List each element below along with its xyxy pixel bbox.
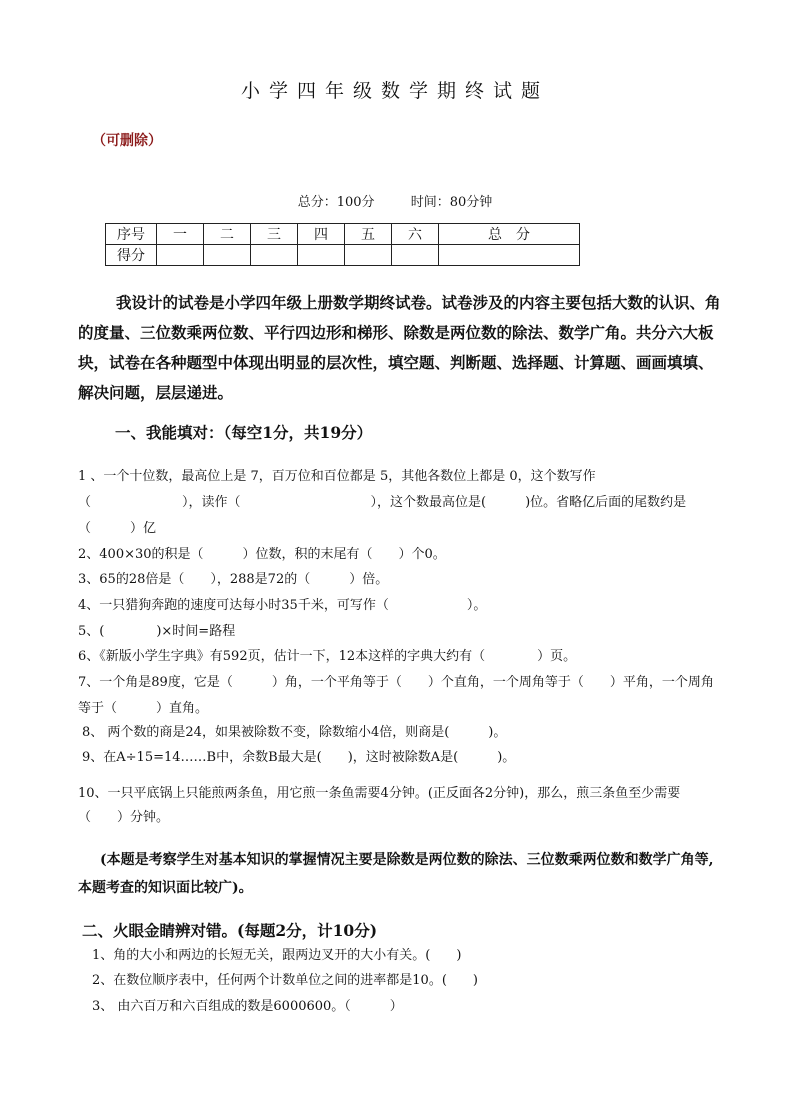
question-item: 4、一只猎狗奔跑的速度可达每小时35千米，可写作（ ）。 <box>78 598 487 613</box>
question-item: 3、65的28倍是（ ），288是72的（ ）倍。 <box>78 572 389 587</box>
score-table-score-row <box>106 245 580 266</box>
exam-meta <box>0 191 790 210</box>
score-header-cell: 二 <box>204 224 251 245</box>
score-cell[interactable] <box>345 245 392 266</box>
score-header-cell: 四 <box>298 224 345 245</box>
intro-paragraph: 我设计的试卷是小学四年级上册数学期终试卷。试卷涉及的内容主要包括大数的认识、角的度量、三位数乘两位数、平行四边形和梯形、除数是两位数的除法、数学广角。共分六大板块，试卷在各种题型中体现出明显的层次性，填空题、判断题、选择题、计算题、画画填填、解决问题，层层递进。 <box>78 293 721 402</box>
score-header-cell: 序号 <box>106 224 157 245</box>
question-item: 2、400×30的积是（ ）位数，积的末尾有（ ）个0。 <box>78 547 446 562</box>
section1-heading: 一、我能填对：（每空1分，共19分） <box>115 423 373 442</box>
question-item: 3、 由六百万和六百组成的数是6000600。（ ） <box>92 999 403 1014</box>
question-item: 10、一只平底锅上只能煎两条鱼，用它煎一条鱼需要4分钟。(正反面各2分钟)，那么，煎三条鱼至少需要（ ）分钟。 <box>78 786 681 825</box>
score-header-cell: 三 <box>251 224 298 245</box>
deletable-note: （可删除） <box>92 133 162 149</box>
score-cell[interactable] <box>392 245 439 266</box>
score-cell[interactable] <box>204 245 251 266</box>
question-item: 7、一个角是89度，它是（ ）角，一个平角等于（ ）个直角，一个周角等于（ ）平角，一个周角等于（ ）直角。 <box>78 675 714 716</box>
score-header-cell: 总 分 <box>439 224 580 245</box>
question-item: 1、角的大小和两边的长短无关，跟两边叉开的大小有关。( ) <box>92 948 462 963</box>
score-table-header-row <box>106 224 580 245</box>
score-cell[interactable] <box>251 245 298 266</box>
score-table <box>105 223 580 266</box>
question-item: 2、在数位顺序表中，任何两个计数单位之间的进率都是10。( ) <box>92 973 478 988</box>
score-cell[interactable] <box>298 245 345 266</box>
section2-heading: 二、火眼金睛辨对错。(每题2分，计10分) <box>82 921 378 940</box>
question-item: 6、《新版小学生字典》有592页，估计一下，12本这样的字典大约有（ ）页。 <box>78 649 577 664</box>
exam-time: 时间：80分钟 <box>410 195 493 210</box>
question-item: 8、 两个数的商是24，如果被除数不变，除数缩小4倍，则商是( )。 <box>82 725 507 740</box>
total-score: 总分：100分 <box>297 195 375 210</box>
score-cell[interactable] <box>439 245 580 266</box>
question-item: 5、( )×时间=路程 <box>78 624 236 639</box>
page-title: 小学四年级数学期终试题 <box>240 80 549 102</box>
score-header-cell: 五 <box>345 224 392 245</box>
score-header-cell: 一 <box>157 224 204 245</box>
score-cell[interactable] <box>157 245 204 266</box>
score-header-cell: 六 <box>392 224 439 245</box>
question-item: 1 、一个十位数，最高位上是 7，百万位和百位都是 5，其他各数位上都是 0，这个数写作（ ），读作（ ），这个数最高位是( )位。省略亿后面的尾数约是（ ）亿 <box>78 469 687 536</box>
score-row-label: 得分 <box>106 245 157 266</box>
question-item: 9、在A÷15=14……B中，余数B最大是( )，这时被除数A是( )。 <box>82 750 516 765</box>
section1-note: (本题是考察学生对基本知识的掌握情况主要是除数是两位数的除法、三位数乘两位数和数学广角等,本题考查的知识面比较广)。 <box>78 852 714 896</box>
